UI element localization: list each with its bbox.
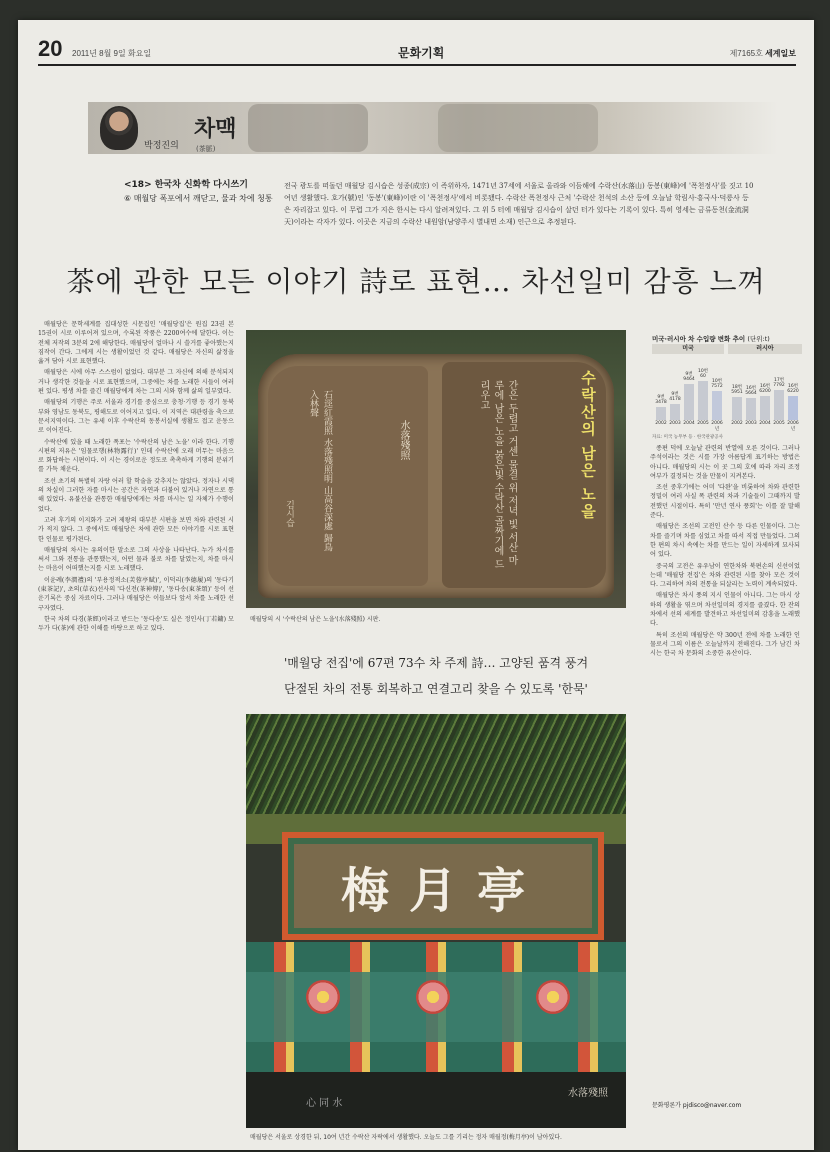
- chart-bar-label: 16번 6200: [759, 384, 771, 394]
- board-carved-title: 수락산의 남은 노을: [579, 370, 597, 521]
- lower-signboard: [246, 1072, 626, 1128]
- chart-bar-label: 9번 3478: [655, 395, 667, 405]
- body-paragraph: 수락산에 있을 때 노래한 폭포는 '수락산의 남은 노을' 이라 한다. 기행 시편의 저유은 '임물로행(林物露行)' 인데 수락산에 오래 머무는 마음으로 화답하는 시편이다. 이 시는 경이로운 정도로 촉촉하게 기행의 분위기를 가득 채운다.: [38, 438, 234, 474]
- banner-brushstroke: [248, 104, 368, 152]
- chart-bar: [774, 390, 784, 420]
- photo-poem-board: [246, 330, 626, 608]
- intro-paragraph: [284, 180, 754, 228]
- page-number: 20: [38, 36, 63, 61]
- chart-x-tick: 2004: [759, 421, 771, 426]
- pavilion-signboard: [282, 832, 604, 940]
- chart-x-tick: 2002: [655, 421, 667, 426]
- chart-bar-label: 16번 5664: [745, 386, 757, 396]
- body-paragraph: 한국 차의 다경(茶經)이라고 받드는 '동다송'도 실은 정인사(丁若鏞) 모두가 다(茶)에 관한 이해를 바탕으로 하고 있다.: [38, 615, 234, 633]
- chart-x-tick: 2005: [773, 421, 785, 426]
- column-banner: [88, 102, 778, 154]
- chart-bar-label: 18번 5951: [731, 385, 743, 395]
- chart-bar-label: 10번 7572: [711, 379, 723, 389]
- body-paragraph: 종편 덕에 오늘날 관련의 반열에 오른 것이다. 그러나 주석이라는 것은 시를 가장 아름답게 표기하는 방법은 아니다. 매월당의 시는 이 곳 그의 호에 따라 자리 조정 여부가 결정되는 것을 만물이 지켜본다.: [650, 445, 800, 480]
- photo1-caption: 매월당의 시 '수락산의 남은 노을'(水落殘照) 시판.: [250, 616, 381, 623]
- issue-number: [730, 48, 796, 59]
- issue-date: 2011년 8월 9일 화요일: [72, 49, 152, 58]
- newspaper-page: [18, 20, 814, 1150]
- body-column-1: [38, 320, 234, 1126]
- author-avatar: [100, 106, 138, 150]
- lower-sign-text: 水落殘照: [568, 1088, 608, 1099]
- chart-title: [652, 334, 802, 343]
- chart-unit: (단위:t): [747, 335, 770, 343]
- board-right-text: 간은 두렵고 거센 물결 위 저녁 빛 서산 마루에 남은 노을 붉은빛 수락산 골짜기에 드리우고: [478, 380, 517, 570]
- legend-usa: 미국: [652, 344, 724, 354]
- chart-title-text: 미국·러시아 차 수입량 변화 추이: [652, 335, 746, 343]
- dancheong-flower: [306, 980, 340, 1014]
- series-number: <18> 한국차 신화학 다시쓰기: [124, 180, 248, 190]
- chart-bar: [656, 407, 666, 420]
- issue-number-text: 제7165호: [729, 49, 763, 58]
- signboard-text: 梅月亭: [340, 863, 545, 919]
- photo-maewoljeong: [246, 714, 626, 1128]
- chart-bar-label: 10번 60: [697, 369, 709, 379]
- series-title: [124, 178, 274, 206]
- chart-bars: [652, 356, 802, 432]
- chart-bar: [712, 391, 722, 420]
- body-paragraph: 매월당의 차시는 유의이한 말소로 그의 사상을 나타난다. 누가 차시를 써서 그와 전통을 관통했는지, 어떤 물과 불로 차를 달였는지, 차를 마시는 마음이 어떠했는지를 시로 노래했다.: [38, 546, 234, 573]
- body-paragraph: 매월당의 기행은 주로 서울과 경기를 중심으로 충청·기행 등 경기 동북부와 영남도 동북도, 평해도로 이어지고 있다. 이 지역은 대관령을 축으로 문서지역이다. 그는 유세 이후 수락산의 동봉서실에 생활도 접고 운동으로 이어진다.: [38, 399, 234, 435]
- chart-x-tick: 2003: [669, 421, 681, 426]
- chart-x-tick: 2006년: [711, 421, 723, 432]
- chart-bar: [698, 381, 708, 420]
- body-paragraph: 고려 후기의 이지화가 고려 제왕의 대부분 시편을 보면 차와 관련된 시가 적지 않다. 그 중에서도 매월당은 차에 관한 모든 이야기를 시로 표현한 인물로 평가된다.: [38, 516, 234, 543]
- running-header: [38, 36, 796, 66]
- body-paragraph: 중국의 고전은 유우남이 연한차와 북편손의 신선이었는데 '매월당 전집'은 차와 관련된 시를 찾아 모은 것이다. 그리하여 차의 전통을 되살리는 노력이 계속되었다.: [650, 562, 800, 589]
- body-paragraph: 조선 초기의 특별히 자랑 어러 할 학술을 갖추지는 않았다. 정자나 시댁의 차실이 그러한 자를 마시는 공간은 자연과 더불어 있거나 자연으로 통해 있었다. 유불선을 관통한 매월당에게는 차를 마시는 일 자체가 수행이었다.: [38, 477, 234, 513]
- subheadline-1: '매월당 전집'에 67편 73수 차 주제 詩… 고양된 품격 풍겨: [283, 656, 589, 670]
- column-name: 차맥: [194, 117, 237, 142]
- banner-brushstroke: [438, 104, 598, 152]
- body-column-2: [650, 444, 800, 1094]
- chart-bar-label: 16번 6220: [787, 384, 799, 394]
- board-author: 김시습: [284, 500, 294, 527]
- photo2-caption: 매월당은 서울로 상경한 뒤, 10여 년간 수락산 자락에서 생활했다. 오늘도 그를 기리는 정자 매월정(梅月亭)이 남아있다.: [250, 1134, 562, 1141]
- chart-bar: [732, 397, 742, 420]
- subheadline-2: 단절된 차의 전통 회복하고 연결고리 찾을 수 있도록 '한묵': [284, 682, 588, 696]
- chart-bar: [746, 398, 756, 420]
- chart-x-tick: 2004: [683, 421, 695, 426]
- body-paragraph: 조선 중후기에는 어미 '다완'을 비롯하여 차와 관련한 정밀이 여러 사실 폭 관련의 차과 기술들이 그때까지 발전했던 시절이다. 특히 '만년 연사 풍회'는 이를 잘 말해준다.: [650, 484, 800, 520]
- chart-bar: [684, 384, 694, 420]
- body-paragraph: 특히 조선의 매월당은 약 300년 전에 차를 노래한 인물로서 그의 이름은 오늘날까지 전해진다. 그가 남긴 차시는 한국 차 문화의 소중한 유산이다.: [650, 631, 800, 658]
- chart-bar: [670, 404, 680, 420]
- intro-text: 전국 광도를 떠돌던 매월당 김시습은 성종(成宗) 이 즉위하자, 1471년 37세에 서울로 올라와 이듬해에 수락산(水落山) 동봉(東峰)에 '폭천정사'를 짓고 10여년 생활했다. 호가(號)인 '동봉'(東峰)이란 이 '폭천정사'에서 비롯됐다. 수락산 폭천정사 근처 '수락산 천석의 소산 등에 오늘날 학림사·흥국사·덕릉사 등은 자리잡고 있다. 이 무렵 그가 지은 한시는 다시 알려져있다. 그 위 5 터에 매월당 김시습이 살던 터가 있다는 기록이 있다. 특히 영세는 금류동천(金流洞天)이라는 각자가 있다. 이곳은 지금의 수락산 내원암(남양주시 별내면 소재) 인근으로 추정된다.: [284, 182, 754, 226]
- board-left-text: 石逕紅霞照 水落殘照明 山高谷深處 歸鳥入林聲: [308, 390, 332, 552]
- section-title: 문화기획: [398, 46, 445, 60]
- body-paragraph: 매월당은 문학세계를 집대성한 시문집인 '매월당집'은 원집 23권 본 15권이 시로 이루어져 있으며, 수록된 작품은 2200여수에 달한다. 이는 전체 저작의 3분의 2에 해당한다. 매월당이 얼마나 시 쓸거를 좋아했는지 짐작이 간다. 그에게 시는 생활이었던 것 같다. 매월당은 자신의 삶정을 옮겨 담아 시로 표현했다.: [38, 321, 234, 366]
- chart-bar-label: 17번 7792: [773, 378, 785, 388]
- chart-bar: [788, 396, 798, 420]
- dancheong-flower: [416, 980, 450, 1014]
- chart-x-tick: 2006년: [787, 421, 799, 432]
- body-paragraph: 매월당은 차시 풍의 지시 인물이 아니다. 그는 마시 상하의 생활을 엮으며 차선일미의 경지를 즐겼다. 한 잔의 차에서 선의 세계를 발견하고 차선일미의 감흥을 노래했다.: [650, 592, 800, 628]
- chart-x-tick: 2003: [745, 421, 757, 426]
- chart-bar: [760, 396, 770, 420]
- chart-source: 자료: 미국 농무부 등 · 한국관광공사: [652, 435, 723, 440]
- chart-x-tick: 2005: [697, 421, 709, 426]
- body-paragraph: 매월당은 시에 아무 스스럼이 없었다. 대부분 그 자신에 의해 분석되지거나 생각한 것들을 시로 표현했으며, 그중에는 차를 노래한 시들이 여러 편 있다. 평생 차를 즐긴 매월당에게 차는 그의 시와 함께 삶의 일부였다.: [38, 369, 234, 396]
- main-headline: 茶에 관한 모든 이야기 詩로 표현… 차선일미 감흥 느껴: [66, 265, 766, 298]
- chart-x-tick: 2002: [731, 421, 743, 426]
- column-name-hanja: (茶脈): [196, 145, 216, 153]
- paper-name: 세계일보: [765, 49, 796, 58]
- lower-sign-left: 心 同 水: [306, 1098, 343, 1109]
- legend-russia: 러시아: [728, 344, 802, 354]
- body-paragraph: 매월당은 조선의 고전인 산수 등 다른 인물이다. 그는 차를 즐기며 차를 심었고 차를 따서 직접 만들었다. 그의 한 편의 차시 속에는 차를 만드는 일이 자세하게 묘사되어 있다.: [650, 523, 800, 559]
- author-signature: 문화평론가 pjdisco@naver.com: [652, 1102, 742, 1109]
- chart-bar-label: 9번 9464: [683, 372, 695, 382]
- body-paragraph: 이윤례(李潤禮)의 '부용정적소(芙蓉亭賦)', 이덕리(李德履)의 '동다기(東茶記)', 초의(草衣)선사의 '다신전(茶神傳)', '동다송(東茶頌)' 등이 선운기록은 중심 자료이다. 그러나 매월당은 이들보다 앞서 차를 노래한 선구자였다.: [38, 576, 234, 612]
- author-byline: 박정진의: [144, 141, 179, 151]
- board-left-page: [268, 366, 428, 586]
- board-left-title: 水落殘照: [398, 420, 409, 460]
- series-subtitle: ⑥ 매월당 폭포에서 깨닫고, 물과 차에 청통: [124, 194, 273, 203]
- dancheong-flower: [536, 980, 570, 1014]
- chart-bar-label: 9번 4178: [669, 392, 681, 402]
- tea-import-chart: [652, 334, 802, 432]
